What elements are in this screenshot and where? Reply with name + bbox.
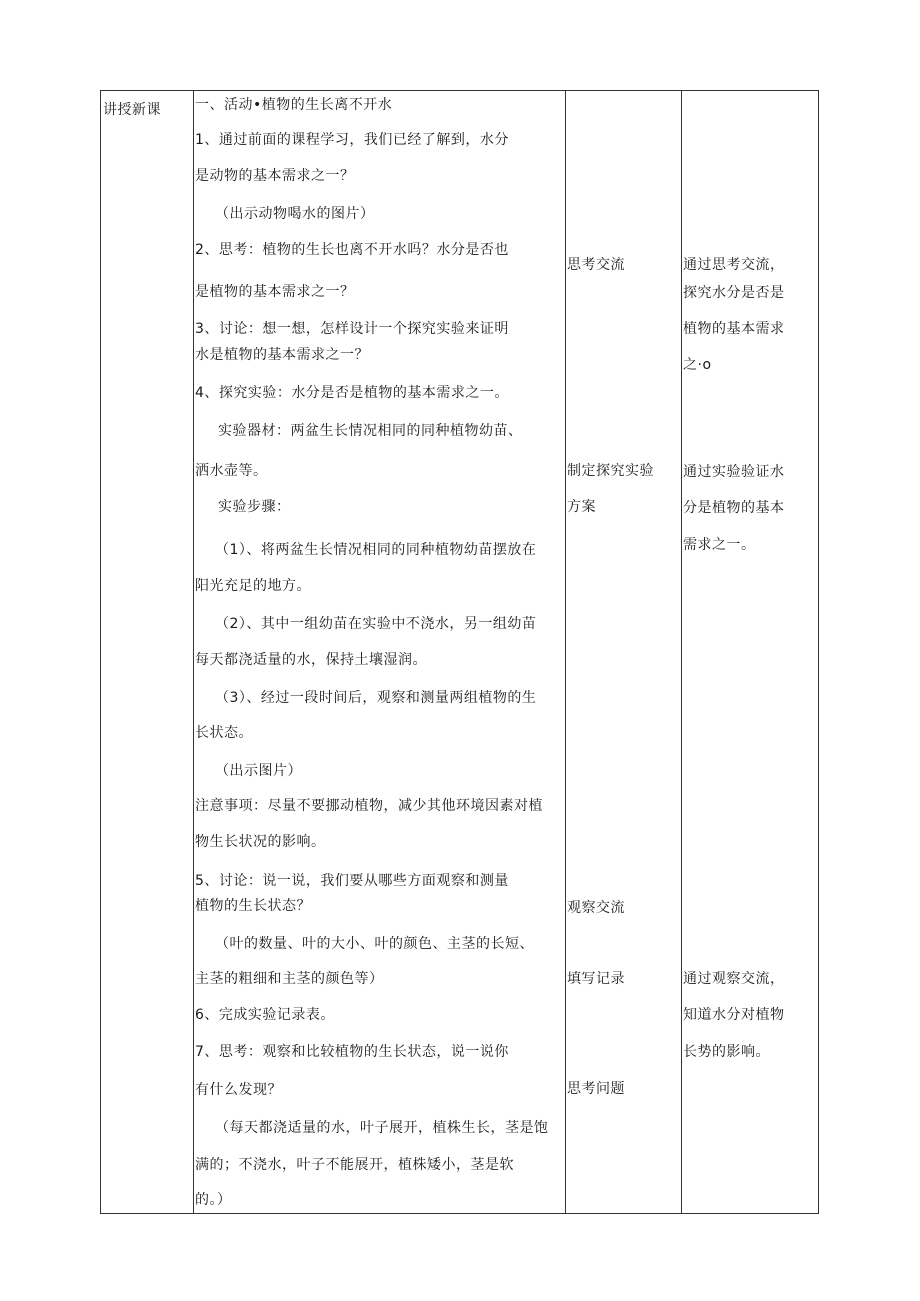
design-intent: 知道水分对植物 [683,1007,785,1023]
content-line: （每天都浇适量的水，叶子展开，植株生长，茎是饱 [215,1120,549,1136]
content-line: （1）、将两盆生长情况相同的同种植物幼苗摆放在 [215,542,537,558]
content-line: 实验器材：两盆生长情况相同的同种植物幼苗、 [218,423,523,439]
content-line: 注意事项：尽量不要挪动植物，减少其他环境因素对植 [195,798,543,814]
content-line: （出示动物喝水的图片） [215,206,375,222]
content-line: （3）、经过一段时间后，观察和测量两组植物的生 [215,690,537,706]
design-intent: 通过观察交流， [683,971,785,987]
content-line: 植物的生长状态？ [195,898,311,914]
content-line: 1、通过前面的课程学习，我们已经了解到，水分 [195,132,509,148]
student-activity: 填写记录 [567,971,625,987]
design-intent: 之·o [683,357,712,373]
content-line: 一、活动•植物的生长离不开水 [195,97,393,113]
design-intent: 需求之一。 [683,537,756,553]
content-line: 5、讨论：说一说，我们要从哪些方面观察和测量 [195,873,509,889]
content-line: （2）、其中一组幼苗在实验中不浇水，另一组幼苗 [215,616,537,632]
student-activity: 方案 [567,499,596,515]
content-line: 4、探究实验：水分是否是植物的基本需求之一。 [195,385,509,401]
content-line: 2、思考：植物的生长也离不开水吗？水分是否也 [195,242,509,258]
content-line: 的。） [195,1192,232,1208]
content-line: 长状态。 [195,725,253,741]
content-line: 有什么发现？ [195,1082,282,1098]
content-line: 实验步骤： [218,499,291,515]
design-intent: 植物的基本需求 [683,321,785,337]
content-line: 洒水壶等。 [195,463,268,479]
content-line: 6、完成实验记录表。 [195,1007,335,1023]
content-line: 满的；不浇水，叶子不能展开，植株矮小，茎是软 [195,1157,514,1173]
column-divider [193,91,194,1213]
content-line: 每天都浇适量的水，保持土壤湿润。 [195,652,427,668]
content-line: 是植物的基本需求之一？ [195,284,355,300]
student-activity: 制定探究实验 [567,463,654,479]
content-line: 3、讨论：想一想，怎样设计一个探究实验来证明 [195,321,509,337]
content-line: 物生长状况的影响。 [195,834,326,850]
content-line: 主茎的粗细和主茎的颜色等） [195,971,384,987]
student-activity: 思考问题 [567,1081,625,1097]
content-line: 是动物的基本需求之一？ [195,168,355,184]
content-line: 7、思考：观察和比较植物的生长状态，说一说你 [195,1044,509,1060]
column-divider [681,91,682,1213]
content-line: 水是植物的基本需求之一？ [195,347,369,363]
column-divider [565,91,566,1213]
content-line: （出示图片） [215,763,302,779]
design-intent: 探究水分是否是 [683,285,785,301]
content-line: 阳光充足的地方。 [195,578,311,594]
section-label: 讲授新课 [103,102,161,118]
student-activity: 思考交流 [567,257,625,273]
design-intent: 长势的影响。 [683,1044,770,1060]
design-intent: 通过思考交流， [683,257,785,273]
design-intent: 通过实验验证水 [683,464,785,480]
student-activity: 观察交流 [567,900,625,916]
content-line: （叶的数量、叶的大小、叶的颜色、主茎的长短、 [215,936,534,952]
design-intent: 分是植物的基本 [683,500,785,516]
